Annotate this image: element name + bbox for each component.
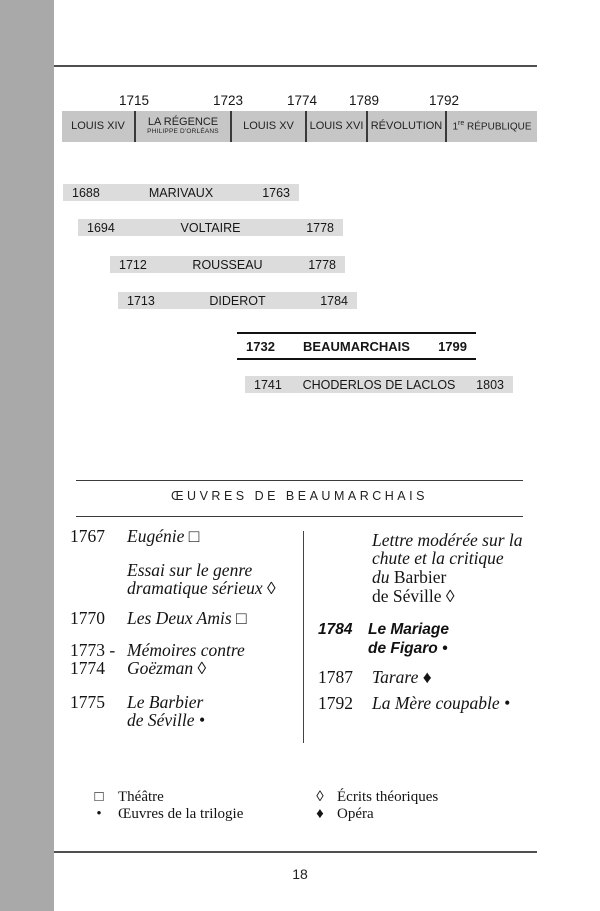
work-title-essai-line1: Essai sur le genre (127, 560, 253, 580)
timeline-segment-louis-xv (230, 111, 305, 142)
timeline-year: 1715 (118, 93, 150, 108)
works-header-rule-top (76, 480, 523, 481)
death-year: 1803 (476, 377, 504, 392)
legend-square-icon: □ (94, 789, 104, 805)
reign-timeline-bar (62, 111, 537, 142)
segment-label: LOUIS XIV (71, 119, 125, 132)
timeline-year: 1774 (286, 93, 318, 108)
work-title-lettre-line4: de Séville ◊ (372, 586, 455, 606)
work-title-essai-line2: dramatique sérieux ◊ (127, 578, 276, 598)
work-year: 1775 (70, 692, 105, 712)
author-name: CHODERLOS DE LACLOS (302, 377, 456, 392)
works-column-divider (303, 531, 304, 743)
timeline-year: 1723 (212, 93, 244, 108)
work-title-barbier-line1: Le Barbier (127, 692, 204, 712)
work-title-barbier-line2: de Séville • (127, 710, 206, 730)
work-title-memoires-line2: Goëzman ◊ (127, 658, 207, 678)
timeline-segment-1re-republique (445, 111, 537, 142)
timeline-segment-revolution (366, 111, 445, 142)
top-rule (54, 65, 537, 67)
lifespan-bar-rousseau (110, 256, 345, 273)
segment-label: RÉVOLUTION (370, 119, 443, 132)
work-title-lettre-line2: chute et la critique (372, 548, 504, 568)
work-title-eugenie: Eugénie □ (127, 526, 200, 546)
work-title-memoires-line1: Mémoires contre (127, 640, 245, 660)
work-title-mere-coupable: La Mère coupable • (372, 693, 511, 713)
lifespan-bar-voltaire (78, 219, 343, 236)
segment-label: LOUIS XV (243, 119, 294, 132)
birth-year: 1688 (72, 185, 100, 200)
work-title-les-deux-amis: Les Deux Amis □ (127, 608, 247, 628)
lifespan-bar-marivaux (63, 184, 299, 201)
lifespan-bar-beaumarchais (237, 332, 476, 360)
death-year: 1778 (308, 257, 336, 272)
works-section-title: ŒUVRES DE BEAUMARCHAIS (171, 489, 428, 503)
work-year: 1770 (70, 608, 105, 628)
segment-label: LOUIS XVI (309, 119, 364, 132)
author-name: BEAUMARCHAIS (303, 338, 410, 354)
death-year: 1778 (306, 220, 334, 235)
birth-year: 1741 (254, 377, 282, 392)
work-year-mariage: 1784 (318, 621, 353, 638)
work-title-mariage-line1: Le Mariage (368, 621, 449, 638)
legend-bullet-icon: • (96, 806, 102, 822)
death-year: 1799 (438, 338, 467, 354)
work-title-tarare: Tarare ♦ (372, 667, 432, 687)
birth-year: 1713 (127, 293, 155, 308)
author-name: MARIVAUX (148, 185, 214, 200)
work-year: 1792 (318, 693, 353, 713)
lifespan-bar-diderot (118, 292, 357, 309)
legend-lozenge-icon: ◊ (316, 789, 324, 805)
birth-year: 1732 (246, 338, 275, 354)
work-title-lettre-line1: Lettre modérée sur la (372, 530, 523, 550)
birth-year: 1712 (119, 257, 147, 272)
timeline-segment-la-regence (134, 111, 230, 142)
work-year: 1767 (70, 526, 105, 546)
legend-diamond-icon: ♦ (316, 806, 324, 822)
segment-label: LA RÉGENCE (147, 115, 219, 128)
birth-year: 1694 (87, 220, 115, 235)
timeline-segment-louis-xiv (62, 111, 134, 142)
author-name: ROUSSEAU (192, 257, 263, 272)
work-year-range-line2: 1774 (70, 658, 105, 678)
author-name: VOLTAIRE (180, 220, 241, 235)
legend-label-trilogie: Œuvres de la trilogie (118, 806, 244, 822)
author-name: DIDEROT (209, 293, 266, 308)
works-header-rule-bottom (76, 516, 523, 517)
segment-label: 1re RÉPUBLIQUE (452, 120, 532, 133)
legend-label-ecrits: Écrits théoriques (337, 789, 439, 805)
death-year: 1784 (320, 293, 348, 308)
timeline-year: 1789 (348, 93, 380, 108)
work-title-lettre-line3: du Barbier (372, 567, 447, 587)
segment-sublabel: PHILIPPE D'ORLÉANS (147, 128, 219, 136)
legend-label-theatre: Théâtre (118, 789, 164, 805)
legend-label-opera: Opéra (337, 806, 374, 822)
timeline-segment-louis-xvi (305, 111, 366, 142)
bottom-rule (54, 851, 537, 853)
death-year: 1763 (262, 185, 290, 200)
work-year-range-line1: 1773 - (70, 640, 116, 660)
page-number: 18 (292, 866, 308, 882)
work-year: 1787 (318, 667, 353, 687)
work-title-mariage-line2: de Figaro • (368, 640, 448, 657)
lifespan-bar-choderlos-de-laclos (245, 376, 513, 393)
timeline-year: 1792 (428, 93, 460, 108)
page-left-margin (0, 0, 54, 911)
